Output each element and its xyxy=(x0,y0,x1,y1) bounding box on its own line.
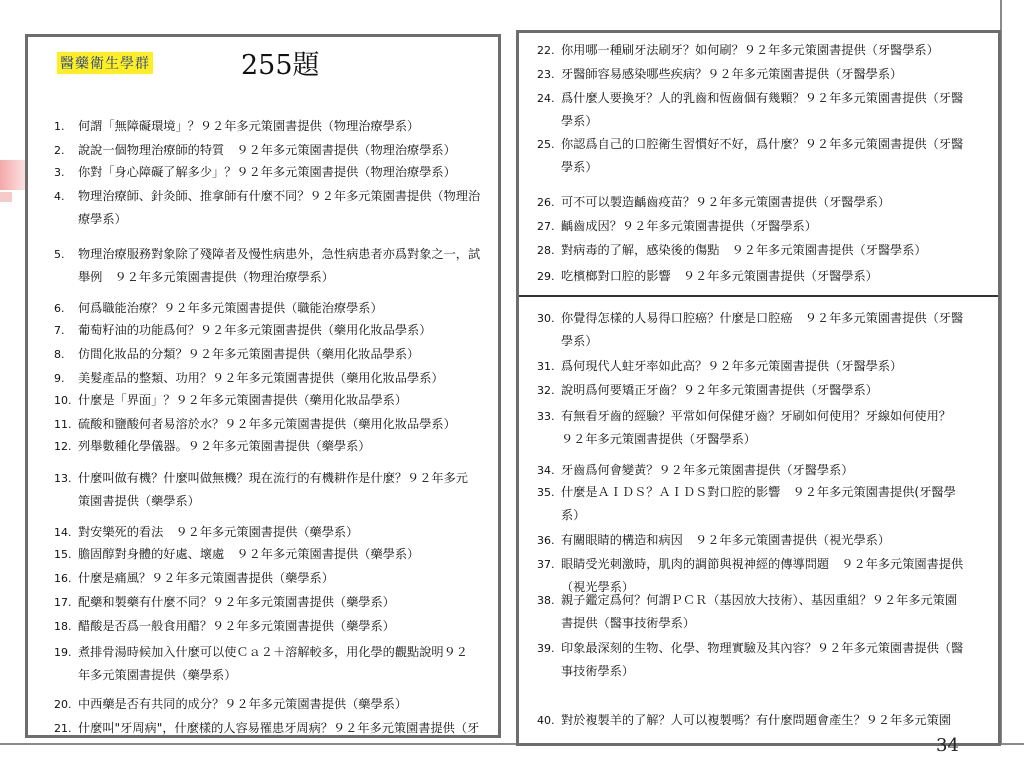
left-question-panel xyxy=(25,34,501,738)
question-text: 什麼叫"牙周病"，什麼樣的人容易罹患牙周病？９２年多元策園書提供（牙 xyxy=(78,721,480,735)
question-item xyxy=(537,39,939,62)
question-item xyxy=(537,379,878,402)
question-text: 硫酸和鹽酸何者易溶於水？９２年多元策園書提供（藥用化妝品學系） xyxy=(78,417,456,431)
question-number: 6. xyxy=(54,302,65,315)
question-text: 什麼叫做有機？什麼叫做無機？現在流行的有機耕作是什麼？９２年多元 xyxy=(78,471,468,485)
question-text: 物理治療服務對象除了殘障者及慢性病患外，急性病患者亦爲對象之一，試 xyxy=(78,247,481,261)
question-text: 親子鑑定爲何？何謂ＰＣＲ（基因放大技術）、基因重組？９２年多元策園 xyxy=(561,593,958,607)
question-item xyxy=(54,185,480,231)
question-number: 5. xyxy=(54,248,65,261)
question-text: 什麼是ＡＩＤＳ？ＡＩＤＳ對口腔的影響 ９２年多元策園書提供(牙醫學 xyxy=(561,485,956,499)
question-item xyxy=(537,405,951,451)
question-text: 有無看牙齒的經驗？平常如何保健牙齒？牙刷如何使用？牙線如何使用？ xyxy=(561,409,951,423)
question-number: 1. xyxy=(54,120,65,133)
question-item xyxy=(537,481,956,527)
question-text: 牙齒爲何會變黃？９２年多元策園書提供（牙醫學系） xyxy=(561,463,854,477)
question-number: 18. xyxy=(54,620,72,633)
question-text: 有關眼睛的構造和病因 ９２年多元策園書提供（視光學系） xyxy=(561,533,891,547)
question-item xyxy=(537,215,817,238)
question-number: 17. xyxy=(54,596,72,609)
question-number: 8. xyxy=(54,348,65,361)
question-number: 15. xyxy=(54,548,72,561)
question-item xyxy=(54,343,419,366)
question-item xyxy=(54,467,468,513)
question-item xyxy=(54,297,383,320)
question-text-continued: 學系） xyxy=(561,334,598,348)
question-item xyxy=(537,87,963,133)
question-number: 23. xyxy=(537,68,555,81)
question-text-continued: ９２年多元策園書提供（牙醫學系） xyxy=(561,432,756,446)
question-text: 什麼是痛風？９２年多元策園書提供（藥學系） xyxy=(78,571,334,585)
question-item xyxy=(54,567,334,590)
question-item xyxy=(537,637,963,683)
question-number: 2. xyxy=(54,144,65,157)
question-text: 醋酸是否爲一般食用醋？９２年多元策園書提供（藥學系） xyxy=(78,619,395,633)
question-number: 12. xyxy=(54,440,72,453)
question-text: 你認爲自己的口腔衛生習慣好不好，爲什麼？９２年多元策園書提供（牙醫 xyxy=(561,137,964,151)
question-number: 11. xyxy=(54,418,72,431)
question-item xyxy=(54,139,456,162)
question-text: 對病毒的了解，感染後的傷點 ９２年多元策園書提供（牙醫學系） xyxy=(561,243,927,257)
question-item xyxy=(537,239,927,262)
question-text-continued: 書提供（醫事技術學系） xyxy=(561,616,696,630)
question-text-continued: 療學系） xyxy=(78,212,127,226)
question-text-continued: 學系） xyxy=(561,114,598,128)
question-item xyxy=(537,529,890,552)
question-text: 什麼是「界面」？９２年多元策園書提供（藥用化妝品學系） xyxy=(78,393,408,407)
question-number: 4. xyxy=(54,190,65,203)
question-text: 列舉數種化學儀器。９２年多元策園書提供（藥學系） xyxy=(78,439,371,453)
question-item xyxy=(537,355,902,378)
question-text: 中西藥是否有共同的成分？９２年多元策園書提供（藥學系） xyxy=(78,697,408,711)
question-number: 24. xyxy=(537,92,555,105)
question-number: 38. xyxy=(537,594,555,607)
question-item xyxy=(54,641,468,687)
question-number: 35. xyxy=(537,486,555,499)
question-text: 物理治療師、針灸師、推拿師有什麼不同？９２年多元策園書提供（物理治 xyxy=(78,189,481,203)
question-item xyxy=(54,161,456,184)
question-text: 吃檳榔對口腔的影響 ９２年多元策園書提供（牙醫學系） xyxy=(561,269,878,283)
question-item xyxy=(537,63,902,86)
question-text: 爲什麼人要換牙？人的乳齒和恆齒個有幾顆？９２年多元策園書提供（牙醫 xyxy=(561,91,964,105)
question-item xyxy=(537,133,963,179)
question-number: 25. xyxy=(537,138,555,151)
question-item xyxy=(537,307,963,353)
question-item xyxy=(54,591,395,614)
question-number: 27. xyxy=(537,220,555,233)
question-text: 葡萄籽油的功能爲何？９２年多元策園書提供（藥用化妝品學系） xyxy=(78,323,432,337)
section-divider xyxy=(519,295,998,297)
question-item xyxy=(54,717,479,738)
question-number: 30. xyxy=(537,312,555,325)
question-number: 32. xyxy=(537,384,555,397)
question-item xyxy=(54,615,395,638)
question-text: 齲齒成因？９２年多元策園書提供（牙醫學系） xyxy=(561,219,817,233)
question-text: 何爲職能治療？９２年多元策園書提供（職能治療學系） xyxy=(78,301,383,315)
question-item xyxy=(54,243,480,289)
question-text: 說說一個物理治療師的特質 ９２年多元策園書提供（物理治療學系） xyxy=(78,143,456,157)
question-text: 你用哪一種刷牙法刷牙？如何刷？９２年多元策園書提供（牙醫學系） xyxy=(561,43,939,57)
question-number: 14. xyxy=(54,526,72,539)
question-item xyxy=(54,319,431,342)
question-number: 39. xyxy=(537,642,555,655)
question-number: 36. xyxy=(537,534,555,547)
question-text: 說明爲何要矯正牙齒？９２年多元策園書提供（牙醫學系） xyxy=(561,383,878,397)
question-text-continued: 系） xyxy=(561,508,586,522)
question-text: 眼睛受光刺激時，肌肉的調節與視神經的傳導問題 ９２年多元策園書提供 xyxy=(561,557,964,571)
question-text: 仿間化妝品的分類？９２年多元策園書提供（藥用化妝品學系） xyxy=(78,347,420,361)
question-number: 34. xyxy=(537,464,555,477)
question-number: 3. xyxy=(54,166,65,179)
right-question-panel xyxy=(516,30,1001,746)
question-text-continued: 策園書提供（藥學系） xyxy=(78,494,200,508)
question-item xyxy=(54,693,407,716)
question-number: 7. xyxy=(54,324,65,337)
decorative-red-block-small xyxy=(0,192,12,202)
question-text: 配藥和製藥有什麼不同？９２年多元策園書提供（藥學系） xyxy=(78,595,395,609)
question-item xyxy=(54,413,456,436)
question-item xyxy=(54,389,407,412)
question-text: 對於複製羊的了解？人可以複製嗎？有什麼問題會產生？９２年多元策園 xyxy=(561,713,951,727)
question-number: 10. xyxy=(54,394,72,407)
question-number: 28. xyxy=(537,244,555,257)
question-text: 可不可以製造齲齒疫苗？９２年多元策園書提供（牙醫學系） xyxy=(561,195,891,209)
question-number: 19. xyxy=(54,646,72,659)
question-number: 22. xyxy=(537,44,555,57)
question-text: 何謂「無障礙環境」？９２年多元策園書提供（物理治療學系） xyxy=(78,119,420,133)
question-number: 26. xyxy=(537,196,555,209)
question-text-continued: 舉例 ９２年多元策園書提供（物理治療學系） xyxy=(78,270,334,284)
question-item xyxy=(537,709,951,732)
question-item xyxy=(54,521,358,544)
question-text: 你覺得怎樣的人易得口腔癌？什麼是口腔癌 ９２年多元策園書提供（牙醫 xyxy=(561,311,964,325)
question-number: 37. xyxy=(537,558,555,571)
question-number: 20. xyxy=(54,698,72,711)
question-number: 9. xyxy=(54,372,65,385)
question-item xyxy=(537,589,957,635)
question-text-continued: 年多元策園書提供（藥學系） xyxy=(78,668,237,682)
question-number: 29. xyxy=(537,270,555,283)
question-text: 煮排骨湯時候加入什麼可以使Ｃａ２＋溶解較多，用化學的觀點說明９２ xyxy=(78,645,468,659)
question-number: 33. xyxy=(537,410,555,423)
decorative-red-block xyxy=(0,160,26,190)
question-text: 對安樂死的看法 ９２年多元策園書提供（藥學系） xyxy=(78,525,359,539)
question-text: 印象最深刻的生物、化學、物理實驗及其內容？９２年多元策園書提供（醫 xyxy=(561,641,964,655)
question-text: 爲何現代人蛀牙率如此高？９２年多元策園書提供（牙醫學系） xyxy=(561,359,903,373)
question-text-continued: 事技術學系） xyxy=(561,664,635,678)
question-item xyxy=(537,265,878,288)
question-item xyxy=(54,115,419,138)
question-item xyxy=(537,191,890,214)
question-number: 40. xyxy=(537,714,555,727)
question-text: 你對「身心障礙了解多少」？９２年多元策園書提供（物理治療學系） xyxy=(78,165,456,179)
question-item xyxy=(537,459,854,482)
question-text: 膽固醇對身體的好處、壞處 ９２年多元策園書提供（藥學系） xyxy=(78,547,420,561)
question-number: 16. xyxy=(54,572,72,585)
question-text-continued: （視光學系） xyxy=(561,580,635,594)
question-item xyxy=(54,435,371,458)
question-number: 31. xyxy=(537,360,555,373)
question-text-continued: 學系） xyxy=(561,160,598,174)
page-title: 255題 xyxy=(241,50,320,81)
question-number: 21. xyxy=(54,722,72,735)
question-text: 牙醫師容易感染哪些疾病？９２年多元策園書提供（牙醫學系） xyxy=(561,67,903,81)
question-item xyxy=(54,367,444,390)
question-text: 美髮產品的整類、功用？９２年多元策園書提供（藥用化妝品學系） xyxy=(78,371,444,385)
question-item xyxy=(54,543,419,566)
category-badge: 醫藥衛生學群 xyxy=(57,52,153,74)
question-number: 13. xyxy=(54,472,72,485)
page-number: 34 xyxy=(936,735,959,756)
